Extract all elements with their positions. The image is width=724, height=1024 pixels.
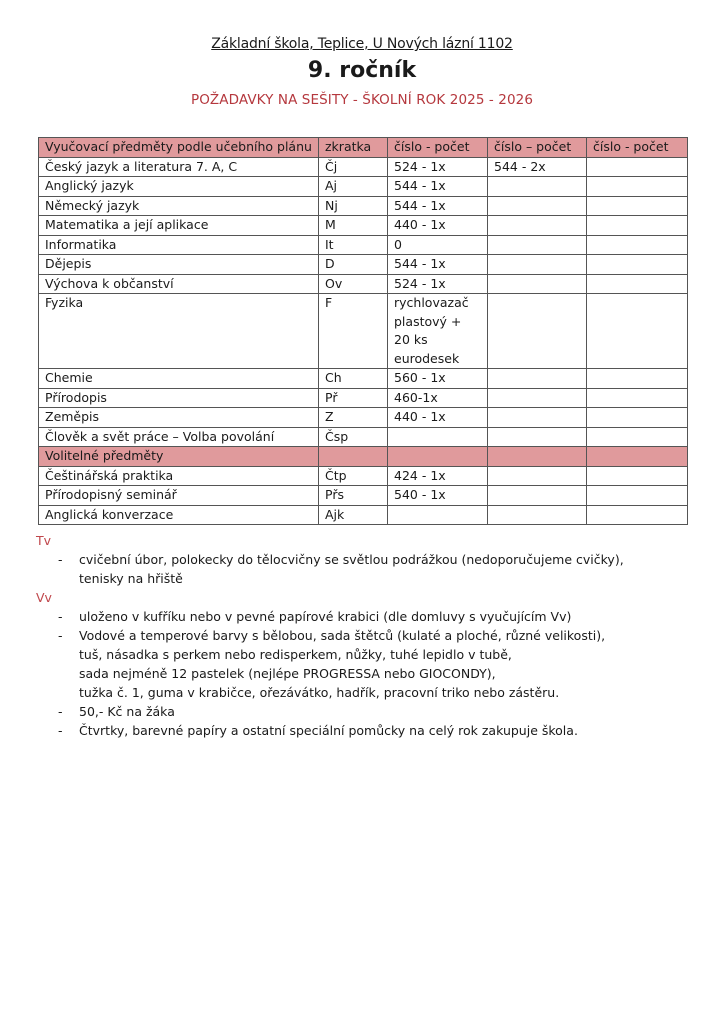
- count-cell: 544 - 1x: [388, 196, 488, 216]
- table-row: [39, 466, 688, 486]
- count-cell: [587, 216, 688, 236]
- count-cell: 460-1x: [388, 388, 488, 408]
- elective-section-row: [39, 447, 688, 467]
- table-row: [39, 274, 688, 294]
- bullet-dash: -: [58, 552, 63, 567]
- count-cell: [488, 294, 587, 369]
- count-cell: 544 - 2x: [488, 157, 587, 177]
- table-row: [39, 294, 688, 369]
- item-line: cvičební úbor, polokecky do tělocvičny se světlou podrážkou (nedoporučujeme cvičky),: [79, 552, 624, 567]
- count-cell: [388, 505, 488, 525]
- column-header-abbr: zkratka: [319, 138, 388, 158]
- bullet-dash: -: [58, 723, 63, 738]
- column-header-number-count-3: číslo - počet: [587, 138, 688, 158]
- column-header-number-count-1: číslo - počet: [388, 138, 488, 158]
- count-cell: 544 - 1x: [388, 177, 488, 197]
- count-cell: [587, 196, 688, 216]
- abbr-cell: Nj: [319, 196, 388, 216]
- subject-cell: Český jazyk a literatura 7. A, C: [39, 157, 319, 177]
- table-row: [39, 255, 688, 275]
- abbr-cell: D: [319, 255, 388, 275]
- subject-cell: Češtinářská praktika: [39, 466, 319, 486]
- count-cell: 560 - 1x: [388, 369, 488, 389]
- tv-label: Tv: [36, 533, 52, 548]
- table-row: [39, 486, 688, 506]
- count-cell: [587, 177, 688, 197]
- count-cell: 424 - 1x: [388, 466, 488, 486]
- vv-item: [36, 721, 696, 740]
- count-cell: [488, 427, 587, 447]
- count-cell: [587, 294, 688, 369]
- abbr-cell: F: [319, 294, 388, 369]
- grade-title: 9. ročník: [307, 58, 417, 83]
- count-cell: 544 - 1x: [388, 255, 488, 275]
- subject-cell: Přírodopisný seminář: [39, 486, 319, 506]
- item-line: tenisky na hřiště: [79, 571, 183, 586]
- section-label: Volitelné předměty: [39, 447, 319, 467]
- count-cell: [488, 255, 587, 275]
- table-row: [39, 235, 688, 255]
- count-cell: [587, 486, 688, 506]
- vv-item: [36, 607, 696, 626]
- count-cell: [388, 427, 488, 447]
- column-header-number-count-2: číslo – počet: [488, 138, 587, 158]
- count-cell: [587, 505, 688, 525]
- count-cell: 440 - 1x: [388, 216, 488, 236]
- subject-cell: Fyzika: [39, 294, 319, 369]
- count-cell: [587, 466, 688, 486]
- count-cell: [488, 216, 587, 236]
- count-cell: 540 - 1x: [388, 486, 488, 506]
- table-row: [39, 216, 688, 236]
- abbr-cell: Čj: [319, 157, 388, 177]
- count-cell: [488, 388, 587, 408]
- count-cell: [587, 157, 688, 177]
- subject-cell: Zeměpis: [39, 408, 319, 428]
- count-cell: [587, 369, 688, 389]
- bullet-dash: -: [58, 704, 63, 719]
- subject-cell: Anglická konverzace: [39, 505, 319, 525]
- bullet-dash: -: [58, 628, 63, 643]
- subject-cell: Člověk a svět práce – Volba povolání: [39, 427, 319, 447]
- table-row: [39, 505, 688, 525]
- count-cell: [488, 466, 587, 486]
- count-cell: [587, 235, 688, 255]
- count-cell: 524 - 1x: [388, 157, 488, 177]
- abbr-cell: It: [319, 235, 388, 255]
- notebook-requirements-table: [38, 137, 688, 525]
- column-header-subject: Vyučovací předměty podle učebního plánu: [39, 138, 319, 158]
- abbr-cell: M: [319, 216, 388, 236]
- subject-cell: Přírodopis: [39, 388, 319, 408]
- item-line: Vodové a temperové barvy s bělobou, sada štětců (kulaté a ploché, různé velikosti),: [79, 628, 606, 643]
- item-line: tuš, násadka s perkem nebo redisperkem, nůžky, tuhé lepidlo v tubě,: [79, 647, 512, 662]
- count-cell: [488, 408, 587, 428]
- count-cell: 440 - 1x: [388, 408, 488, 428]
- subject-cell: Německý jazyk: [39, 196, 319, 216]
- count-cell: 524 - 1x: [388, 274, 488, 294]
- table-row: [39, 388, 688, 408]
- table-header-row: [39, 138, 688, 158]
- count-cell: [488, 177, 587, 197]
- count-cell: [488, 196, 587, 216]
- vv-item: [36, 702, 696, 721]
- abbr-cell: Z: [319, 408, 388, 428]
- vv-label: Vv: [36, 590, 52, 605]
- abbr-cell: Čsp: [319, 427, 388, 447]
- subject-cell: Dějepis: [39, 255, 319, 275]
- abbr-cell: Ov: [319, 274, 388, 294]
- abbr-cell: Aj: [319, 177, 388, 197]
- abbr-cell: Přs: [319, 486, 388, 506]
- count-cell: [488, 274, 587, 294]
- item-line: uloženo v kufříku nebo v pevné papírové krabici (dle domluvy s vyučujícím Vv): [79, 609, 572, 624]
- tv-item: [36, 550, 696, 588]
- table-row: [39, 157, 688, 177]
- table-row: [39, 369, 688, 389]
- table-body: [39, 157, 688, 525]
- count-cell: [587, 274, 688, 294]
- count-cell: [587, 408, 688, 428]
- count-cell: [488, 505, 587, 525]
- document-subtitle: POŽADAVKY NA SEŠITY - ŠKOLNÍ ROK 2025 - 2026: [190, 92, 534, 108]
- abbr-cell: Čtp: [319, 466, 388, 486]
- school-name: Základní škola, Teplice, U Nových lázní 1102: [211, 36, 513, 52]
- vv-item: [36, 626, 696, 702]
- item-line: Čtvrtky, barevné papíry a ostatní speciální pomůcky na celý rok zakupuje škola.: [79, 723, 578, 738]
- item-line: tužka č. 1, guma v krabičce, ořezávátko, hadřík, pracovní triko nebo zástěru.: [79, 685, 560, 700]
- subject-cell: Informatika: [39, 235, 319, 255]
- item-line: sada nejméně 12 pastelek (nejlépe PROGRESSA nebo GIOCONDY),: [79, 666, 496, 681]
- count-cell: [488, 235, 587, 255]
- count-cell: rychlovazač plastový + 20 ks eurodesek: [388, 294, 488, 369]
- table-row: [39, 177, 688, 197]
- item-line: 50,- Kč na žáka: [79, 704, 175, 719]
- subject-cell: Chemie: [39, 369, 319, 389]
- count-cell: [587, 388, 688, 408]
- count-cell: [587, 255, 688, 275]
- bullet-dash: -: [58, 609, 63, 624]
- abbr-cell: Ajk: [319, 505, 388, 525]
- count-cell: 0: [388, 235, 488, 255]
- count-cell: [488, 486, 587, 506]
- table-row: [39, 427, 688, 447]
- subject-cell: Anglický jazyk: [39, 177, 319, 197]
- table-row: [39, 196, 688, 216]
- subject-cell: Výchova k občanství: [39, 274, 319, 294]
- abbr-cell: Př: [319, 388, 388, 408]
- table-row: [39, 408, 688, 428]
- count-cell: [488, 369, 587, 389]
- subject-cell: Matematika a její aplikace: [39, 216, 319, 236]
- abbr-cell: Ch: [319, 369, 388, 389]
- count-cell: [587, 427, 688, 447]
- notes-section: [36, 531, 696, 740]
